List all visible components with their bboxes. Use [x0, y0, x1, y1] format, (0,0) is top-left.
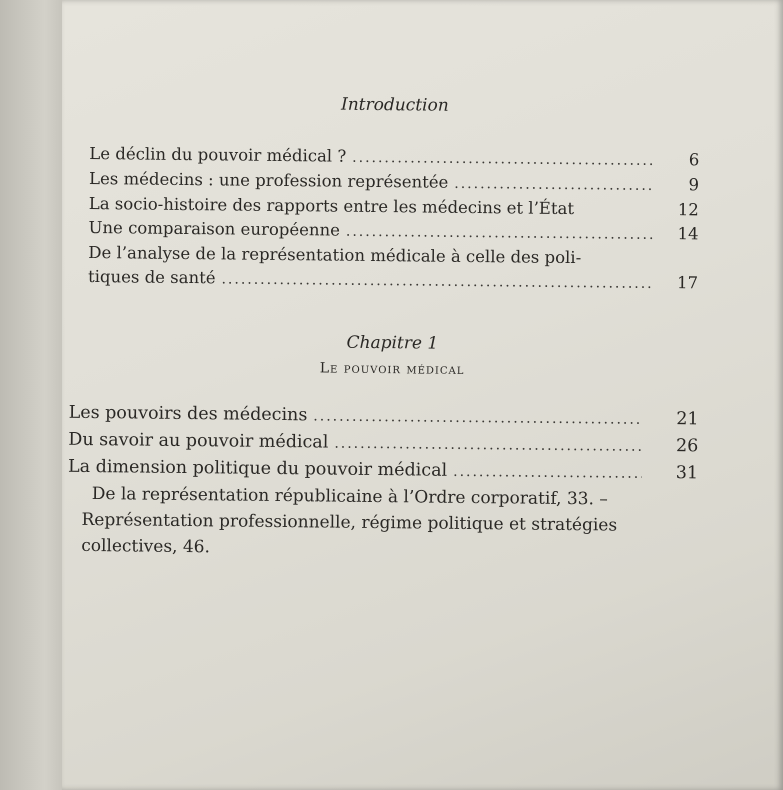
- left-page-edge: [0, 0, 64, 790]
- toc-entry-page: 17: [676, 273, 699, 293]
- dot-leader: [313, 403, 643, 432]
- toc-entry-label: tiques de santé: [87, 266, 216, 288]
- toc-entry-label: De l’analyse de la représentation médicale à celle des poli-: [88, 242, 582, 268]
- chapter-entries: [67, 400, 699, 566]
- toc-entry: [88, 265, 698, 296]
- toc-entry-page: 14: [677, 224, 699, 244]
- section-summary: De la représentation républicaine à l’Ordre corporatif, 33. – Représentation professionnelle, régime politique et stratégies collectives, 46.: [81, 484, 618, 558]
- toc-entry-page: 31: [675, 463, 699, 484]
- dot-leader: [352, 146, 653, 173]
- toc-entry-page: 12: [677, 200, 699, 220]
- chapter-title: Le pouvoir médical: [319, 360, 465, 378]
- toc-entry-page: 6: [688, 150, 700, 170]
- toc-entry-label: Une comparaison européenne: [88, 217, 341, 240]
- chapter-label: Chapitre 1: [346, 332, 439, 354]
- dot-leader: [453, 459, 642, 487]
- table-of-contents: [67, 92, 720, 566]
- introduction-entries: [88, 142, 700, 296]
- toc-entry-page: 9: [688, 175, 700, 195]
- dot-leader: [334, 431, 642, 460]
- toc-entry-label: Les pouvoirs des médecins: [68, 402, 308, 426]
- toc-entry-label: Les médecins : une profession représentée: [88, 168, 449, 192]
- dot-leader: [346, 220, 653, 247]
- toc-entry-label: Le déclin du pouvoir médical ?: [89, 143, 347, 166]
- toc-entry-label: La socio-histoire des rapports entre les médecins et l’État: [88, 193, 575, 219]
- introduction-heading: Introduction: [340, 94, 449, 116]
- toc-entry-label: La dimension politique du pouvoir médical: [67, 456, 448, 481]
- toc-entry-page: 21: [676, 409, 699, 430]
- toc-entry-label: Du savoir au pouvoir médical: [68, 429, 329, 453]
- dot-leader: [221, 267, 652, 296]
- toc-entry-page: 26: [675, 436, 699, 457]
- dot-leader: [454, 172, 653, 198]
- show-through-text: [553, 10, 753, 100]
